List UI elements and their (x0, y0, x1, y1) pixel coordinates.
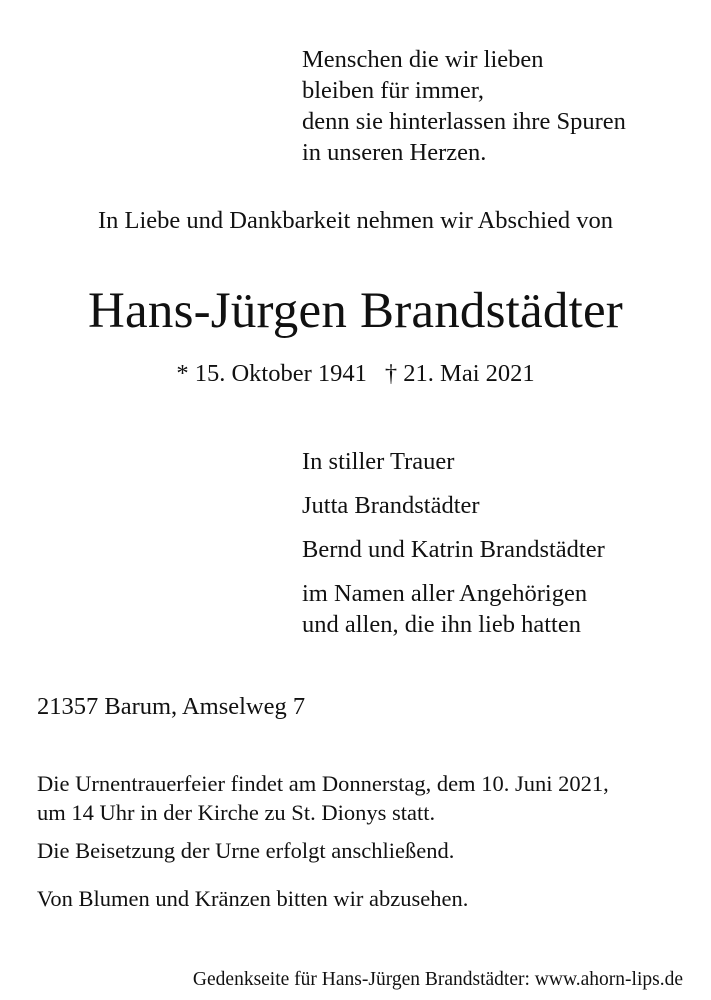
memorial-verse (302, 44, 626, 168)
mourners-closing-line: und allen, die ihn lieb hatten (302, 611, 581, 638)
death-date: † 21. Mai 2021 (384, 360, 535, 387)
verse-line: in unseren Herzen. (302, 139, 487, 166)
flowers-notice: Von Blumen und Kränzen bitten wir abzusehen. (37, 886, 469, 911)
family-address: 21357 Barum, Amselweg 7 (37, 693, 306, 720)
birth-date: * 15. Oktober 1941 (176, 360, 367, 387)
farewell-intro: In Liebe und Dankbarkeit nehmen wir Abschied von (97, 207, 614, 234)
verse-line: bleiben für immer, (302, 77, 485, 104)
mourner-name: Bernd und Katrin Brandstädter (302, 536, 605, 563)
burial-notice: Die Beisetzung der Urne erfolgt anschließend. (37, 838, 455, 863)
deceased-name: Hans-Jürgen Brandstädter (88, 283, 623, 339)
mourners-heading: In stiller Trauer (302, 448, 455, 475)
life-dates (0, 358, 711, 389)
ceremony-line: Die Urnentrauerfeier findet am Donnerstag, dem 10. Juni 2021, (37, 771, 609, 796)
mourner-name: Jutta Brandstädter (302, 492, 480, 519)
verse-line: Menschen die wir lieben (302, 46, 544, 73)
ceremony-line: um 14 Uhr in der Kirche zu St. Dionys statt. (37, 800, 436, 825)
verse-line: denn sie hinterlassen ihre Spuren (302, 108, 626, 135)
mourners-list (302, 446, 605, 640)
ceremony-notice (37, 769, 609, 827)
mourners-closing-line: im Namen aller Angehörigen (302, 580, 588, 607)
memorial-page-link: Gedenkseite für Hans-Jürgen Brandstädter: www.ahorn-lips.de (192, 969, 683, 990)
